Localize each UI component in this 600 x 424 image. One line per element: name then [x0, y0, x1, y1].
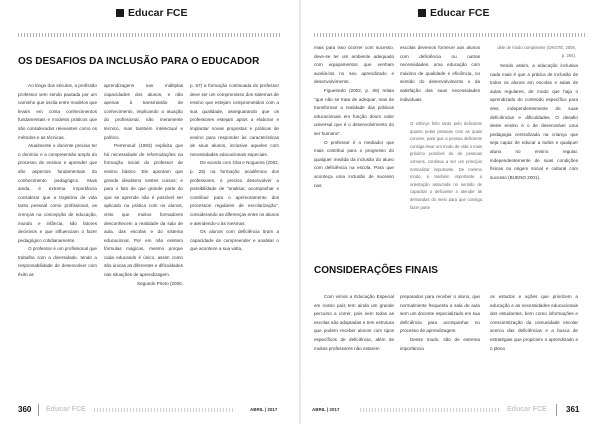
footer-brand: Educar FCE: [507, 406, 547, 413]
paragraph: aprendizagens nas múltiplas capacidades dos alunos, e não apenas à transmissão de conhecimento, implicando a atuação do profissional, não meramente técnico, mas também intelectual e político.: [104, 83, 183, 140]
paragraph: Com vimos a Educação Especial em nosso país tem ainda um grande percurso a correr, pois nem todas as escolas são adaptadas e tem estrutura que podem receber alunos com tipos específicos de deficiência, além de muitos professores não estarem: [314, 294, 394, 351]
paragraph: Segundo Prieto (2006,: [137, 280, 183, 286]
section-column-1: [314, 293, 394, 353]
paragraph: Figueiredo (2002, p. 68) relata "que não se trata de adequar, mas de transformar a realidade das práticas educacionais em função deum valor universal que é o desenvolvimento do ser humano".: [314, 87, 394, 136]
square-bullet-icon: [418, 9, 426, 17]
page-number: 361: [566, 405, 580, 414]
article-column-1: [18, 82, 97, 280]
article-column-2: [104, 82, 183, 288]
footer-brand: Educar FCE: [46, 406, 86, 413]
article-column-6: [490, 62, 578, 182]
brand-name: Educar FCE: [128, 7, 188, 19]
paragraph: De acordo com Glat e Nogueira (2002, p. 25) na formação acadêmica dos professores, é preciso desenvolver a possibilidade de "analisar, acompanhar e contribuir para o aprimoramento dos processos regulares de escolarização", considerando as diferenças entre os alunos e atendendo-o às mesmas.: [190, 160, 279, 226]
footer-rule: [360, 408, 500, 412]
footer-rule: [94, 408, 234, 412]
paragraph: Sendo assim, a educação inclusiva nada mais é que a prática de inclusão de todos os alunos em escolas e salas de aulas regulares, de modo que haja o aprendizado do conteúdo específico para eles, independentemente de suas deficiências e dificuldades. O desafio deste ensino é o de desenvolver uma pedagogia centralizada na criança que seja capaz de educar a todos e qualquer aluno no ensino regular, independentemente de suas condições físicas ou origem social e cultural com sucesso (BUENO 2001).: [490, 63, 578, 180]
block-quote-end: dele de modo competente (ONOTE, 2006, p. 264).: [497, 45, 576, 58]
footer-date: ABRIL | 2017: [250, 407, 278, 412]
paragraph: Os alunos com deficiência tiram a capacidade de compreender e analisar o que acontece a sua volta,: [190, 229, 279, 252]
paragraph: Ao longo dos séculos, a profissão professor vem sendo pautada por um caminho que oscila entre modelos que levam em conta conhecimentos fundamentais e modelos práticos que são considerados relevantes como os métodos e as técnicas.: [18, 83, 97, 140]
header-rule: [314, 33, 586, 37]
brand-name: Educar FCE: [430, 7, 490, 19]
footer-date: ABRIL | 2017: [312, 407, 340, 412]
paragraph: mais para isso ocorrer com sucesso, deve-se ter um ambiente adequado com equipamentos que venham auxiliá-los no seu aprendizado e desenvolvimento.: [314, 45, 394, 85]
paragraph: escolas devemos fornecer aos alunos com deficiência ou outras necessidades, uma educação com máximo de qualidade e eficiência, no sentido do desenvolvimento e da satisfação das suas necessidades individuais.: [400, 45, 480, 102]
running-header-left: [116, 7, 188, 19]
section-column-2: [400, 293, 480, 353]
block-quote: O esforço feito tanto pelo deficiente quanto pelas pessoas com as quais convive, para que a pessoa deficiente consiga levar um modo de vida o mais próximo possível do de pessoas comuns, continua a ser um princípio normalizar importante. De mesmo modo, é também importante a orientação assumida no sentido de capacitar o deficiente a atender às demandas do meio para que consiga fazer parte: [410, 121, 482, 210]
paragraph: O professor é o mediador que mais contribui para o progresso do qualquer medida da inclusão do aluno com deficiência na escola. Para que aconteça uma inclusão de sucesso nas: [314, 139, 394, 188]
page-number: 360: [18, 405, 32, 414]
article-column-5: [400, 44, 480, 104]
article-column-4: [314, 44, 394, 190]
right-page: [300, 0, 600, 424]
paragraph: Atualmente o docente precisa ter o domínio e a compreensão amplo do processo de ensinar e aprender que são aspectos fundamentais do conhecimento pedagógico. Mais ainda, é extrema importância considerar que a trajetória de vida tanto pessoal como profissional, as crenças na concepção de educação, mundo e infância, são fatores decisivos e que influenciam o fazer pedagógico cotidianamente.: [18, 143, 97, 243]
paragraph: Desse modo, são de extrema importância: [400, 336, 480, 351]
article-column-3: [190, 82, 279, 254]
paragraph: os estudos e ações que priorizem a educação e as necessidades educacionais dos estudantes, bem como informações e conscientização da comunidade escolar acerca das deficiências e a busca de estratégias que propiciem o aprendizado e o pleno: [490, 294, 578, 351]
paragraph: Perrenoud (1993) explicita que há necessidade de reformulações na formação inicial do professor de ensino básico. Ele apontam que grande idealismo nestes cursos; e para o fato de que grande parte do que se aprende não é possível ser aplicado na prática com os alunos, visto que muitos formadores desconhecem a realidade da sala de aula, das escolas e do sistema educacional. Por em não existem fórmulas mágicas, mesmo porque cada educando é único, assim como são únicas as diferentes e dificuldades nas situações de aprendizagem.: [104, 143, 183, 278]
section-column-3: [490, 293, 578, 353]
square-bullet-icon: [116, 9, 124, 17]
paragraph: p. 57) a formação continuada do professor deve ser um compromisso dos sistemas de ensino que estejam comprometidos com a sua qualidade, asseguarando que os professores estejam aptos a elaborar e implantar novas propostas e práticas de ensino para responder às características de seus alunos, inclusive aqueles com necessidades educacionais especiais.: [190, 83, 279, 157]
footer-divider: [38, 404, 39, 416]
paragraph: O professor é um profissional que trabalha com a diversidade, tendo a responsabilidade de desenvolver com êxito as: [18, 246, 97, 278]
article-title: OS DESAFIOS DA INCLUSÃO PARA O EDUCADOR: [18, 56, 260, 67]
footer-divider: [556, 404, 557, 416]
header-rule: [18, 33, 282, 37]
paragraph: preparados para receber o aluno, que normalmente frequenta a sala de aula sem um docente especializado em sua deficiência para acompanhar no processo de aprendizagem.: [400, 294, 480, 334]
section-title: CONSIDERAÇÕES FINAIS: [314, 265, 438, 276]
running-header-right: [418, 7, 490, 19]
